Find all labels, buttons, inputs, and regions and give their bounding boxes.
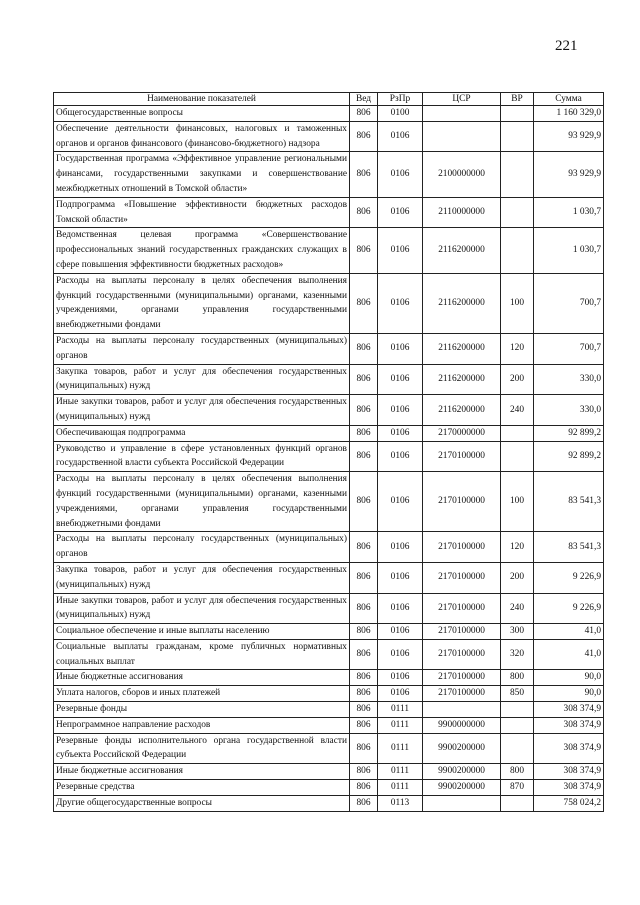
cell-ved: 806 [350, 364, 378, 395]
cell-rzpr: 0106 [378, 197, 423, 228]
table-row [54, 395, 604, 426]
cell-vr [501, 106, 534, 122]
cell-vr [501, 733, 534, 764]
table-row [54, 764, 604, 780]
cell-ved: 806 [350, 106, 378, 122]
cell-rzpr: 0106 [378, 364, 423, 395]
cell-rzpr: 0106 [378, 121, 423, 152]
cell-ved: 806 [350, 717, 378, 733]
cell-sum: 83 541,3 [534, 472, 604, 532]
cell-name: Закупка товаров, работ и услуг для обеспечения государственных (муниципальных) нужд [54, 562, 350, 593]
cell-name: Государственная программа «Эффективное управление региональными финансами, государственными закупками и совершенствование межбюджетных отношений в Томской области» [54, 152, 350, 197]
header-vr: ВР [501, 93, 534, 106]
cell-name: Иные закупки товаров, работ и услуг для обеспечения государственных (муниципальных) нужд [54, 593, 350, 624]
cell-sum: 41,0 [534, 639, 604, 670]
cell-name: Уплата налогов, сборов и иных платежей [54, 686, 350, 702]
cell-rzpr: 0106 [378, 472, 423, 532]
cell-name: Обеспечение деятельности финансовых, налоговых и таможенных органов и органов финансового (финансово-бюджетного) надзора [54, 121, 350, 152]
cell-csr: 2116200000 [423, 395, 501, 426]
cell-ved: 806 [350, 197, 378, 228]
cell-rzpr: 0106 [378, 333, 423, 364]
cell-vr: 320 [501, 639, 534, 670]
cell-sum: 90,0 [534, 670, 604, 686]
cell-ved: 806 [350, 472, 378, 532]
cell-rzpr: 0106 [378, 441, 423, 472]
cell-ved: 806 [350, 780, 378, 796]
table-row [54, 197, 604, 228]
table-row [54, 333, 604, 364]
cell-ved: 806 [350, 333, 378, 364]
cell-rzpr: 0106 [378, 532, 423, 563]
cell-vr: 200 [501, 364, 534, 395]
cell-name: Непрограммное направление расходов [54, 717, 350, 733]
cell-name: Социальное обеспечение и иные выплаты населению [54, 624, 350, 640]
cell-vr [501, 441, 534, 472]
table-row [54, 795, 604, 811]
table-row [54, 228, 604, 273]
cell-csr: 2116200000 [423, 364, 501, 395]
table-row [54, 670, 604, 686]
cell-sum: 700,7 [534, 333, 604, 364]
cell-csr [423, 795, 501, 811]
cell-csr: 2170100000 [423, 624, 501, 640]
cell-sum: 1 160 329,0 [534, 106, 604, 122]
cell-vr: 800 [501, 764, 534, 780]
header-rzpr: РзПр [378, 93, 423, 106]
cell-sum: 92 899,2 [534, 441, 604, 472]
cell-vr: 240 [501, 593, 534, 624]
header-sum: Сумма [534, 93, 604, 106]
cell-ved: 806 [350, 764, 378, 780]
table-row [54, 532, 604, 563]
cell-vr: 850 [501, 686, 534, 702]
cell-sum: 1 030,7 [534, 228, 604, 273]
cell-sum: 700,7 [534, 273, 604, 333]
cell-ved: 806 [350, 624, 378, 640]
cell-rzpr: 0106 [378, 670, 423, 686]
cell-vr [501, 197, 534, 228]
cell-csr [423, 106, 501, 122]
cell-csr: 2100000000 [423, 152, 501, 197]
cell-name: Расходы на выплаты персоналу в целях обеспечения выполнения функций государственными (муниципальными) органами, казенными учреждениями, органами управления государственными внебюджетными фондами [54, 273, 350, 333]
cell-name: Социальные выплаты гражданам, кроме публичных нормативных социальных выплат [54, 639, 350, 670]
cell-rzpr: 0111 [378, 717, 423, 733]
cell-csr: 2170100000 [423, 562, 501, 593]
cell-csr: 2116200000 [423, 333, 501, 364]
cell-sum: 330,0 [534, 364, 604, 395]
cell-sum: 41,0 [534, 624, 604, 640]
cell-csr: 2170100000 [423, 639, 501, 670]
table-row [54, 152, 604, 197]
cell-rzpr: 0106 [378, 624, 423, 640]
cell-rzpr: 0106 [378, 395, 423, 426]
cell-vr: 100 [501, 273, 534, 333]
cell-sum: 90,0 [534, 686, 604, 702]
cell-csr: 2170100000 [423, 593, 501, 624]
cell-sum: 330,0 [534, 395, 604, 426]
cell-ved: 806 [350, 395, 378, 426]
table-body [54, 106, 604, 812]
table-row [54, 733, 604, 764]
table-row [54, 593, 604, 624]
cell-sum: 1 030,7 [534, 197, 604, 228]
cell-csr: 2170100000 [423, 670, 501, 686]
cell-sum: 93 929,9 [534, 121, 604, 152]
table-row [54, 717, 604, 733]
header-csr: ЦСР [423, 93, 501, 106]
cell-rzpr: 0106 [378, 273, 423, 333]
cell-ved: 806 [350, 152, 378, 197]
cell-csr: 2170100000 [423, 532, 501, 563]
cell-rzpr: 0111 [378, 764, 423, 780]
cell-csr: 9900200000 [423, 780, 501, 796]
table-row [54, 425, 604, 441]
cell-rzpr: 0113 [378, 795, 423, 811]
cell-vr: 120 [501, 532, 534, 563]
cell-name: Иные бюджетные ассигнования [54, 764, 350, 780]
cell-name: Другие общегосударственные вопросы [54, 795, 350, 811]
table-row [54, 121, 604, 152]
cell-vr [501, 152, 534, 197]
cell-sum: 83 541,3 [534, 532, 604, 563]
cell-name: Обеспечивающая подпрограмма [54, 425, 350, 441]
cell-name: Иные закупки товаров, работ и услуг для обеспечения государственных (муниципальных) нужд [54, 395, 350, 426]
table-row [54, 639, 604, 670]
cell-sum: 308 374,9 [534, 717, 604, 733]
cell-name: Общегосударственные вопросы [54, 106, 350, 122]
cell-csr [423, 121, 501, 152]
table-row [54, 364, 604, 395]
cell-name: Расходы на выплаты персоналу в целях обеспечения выполнения функций государственными (муниципальными) органами, казенными учреждениями, органами управления государственными внебюджетными фондами [54, 472, 350, 532]
cell-vr: 300 [501, 624, 534, 640]
cell-rzpr: 0106 [378, 686, 423, 702]
cell-ved: 806 [350, 228, 378, 273]
cell-vr: 120 [501, 333, 534, 364]
cell-sum: 9 226,9 [534, 562, 604, 593]
cell-name: Иные бюджетные ассигнования [54, 670, 350, 686]
cell-vr [501, 717, 534, 733]
table-row [54, 686, 604, 702]
cell-sum: 308 374,9 [534, 780, 604, 796]
budget-table [53, 92, 604, 812]
cell-name: Подпрограмма «Повышение эффективности бюджетных расходов Томской области» [54, 197, 350, 228]
table-row [54, 472, 604, 532]
cell-csr: 9900000000 [423, 717, 501, 733]
cell-ved: 806 [350, 562, 378, 593]
table-row [54, 441, 604, 472]
cell-csr: 9900200000 [423, 764, 501, 780]
cell-sum: 308 374,9 [534, 702, 604, 718]
cell-vr [501, 425, 534, 441]
cell-rzpr: 0106 [378, 562, 423, 593]
cell-name: Руководство и управление в сфере установленных функций органов государственной власти субъекта Российской Федерации [54, 441, 350, 472]
cell-sum: 308 374,9 [534, 733, 604, 764]
cell-ved: 806 [350, 425, 378, 441]
cell-ved: 806 [350, 441, 378, 472]
cell-ved: 806 [350, 121, 378, 152]
cell-rzpr: 0106 [378, 639, 423, 670]
cell-name: Резервные фонды [54, 702, 350, 718]
cell-vr [501, 795, 534, 811]
header-name: Наименование показателей [54, 93, 350, 106]
cell-ved: 806 [350, 670, 378, 686]
table-row [54, 624, 604, 640]
cell-csr: 2116200000 [423, 273, 501, 333]
cell-csr: 2170100000 [423, 686, 501, 702]
cell-name: Резервные средства [54, 780, 350, 796]
cell-name: Расходы на выплаты персоналу государственных (муниципальных) органов [54, 532, 350, 563]
cell-vr [501, 228, 534, 273]
cell-ved: 806 [350, 273, 378, 333]
cell-name: Закупка товаров, работ и услуг для обеспечения государственных (муниципальных) нужд [54, 364, 350, 395]
cell-name: Ведомственная целевая программа «Совершенствование профессиональных знаний государственных гражданских служащих в сфере повышения эффективности бюджетных расходов» [54, 228, 350, 273]
cell-csr [423, 702, 501, 718]
cell-vr: 100 [501, 472, 534, 532]
table-row [54, 702, 604, 718]
cell-rzpr: 0111 [378, 733, 423, 764]
header-ved: Вед [350, 93, 378, 106]
cell-ved: 806 [350, 686, 378, 702]
cell-ved: 806 [350, 639, 378, 670]
cell-vr: 800 [501, 670, 534, 686]
cell-rzpr: 0111 [378, 702, 423, 718]
cell-ved: 806 [350, 532, 378, 563]
cell-vr: 870 [501, 780, 534, 796]
cell-csr: 2170100000 [423, 472, 501, 532]
table-row [54, 106, 604, 122]
table-header-row [54, 93, 604, 106]
cell-ved: 806 [350, 702, 378, 718]
cell-vr: 240 [501, 395, 534, 426]
cell-rzpr: 0106 [378, 425, 423, 441]
cell-rzpr: 0106 [378, 228, 423, 273]
cell-sum: 758 024,2 [534, 795, 604, 811]
cell-name: Расходы на выплаты персоналу государственных (муниципальных) органов [54, 333, 350, 364]
cell-sum: 308 374,9 [534, 764, 604, 780]
cell-ved: 806 [350, 733, 378, 764]
cell-vr [501, 702, 534, 718]
page-number: 221 [555, 38, 578, 54]
cell-rzpr: 0106 [378, 152, 423, 197]
cell-sum: 93 929,9 [534, 152, 604, 197]
cell-ved: 806 [350, 593, 378, 624]
cell-csr: 9900200000 [423, 733, 501, 764]
cell-csr: 2170000000 [423, 425, 501, 441]
cell-vr: 200 [501, 562, 534, 593]
cell-csr: 2170100000 [423, 441, 501, 472]
cell-name: Резервные фонды исполнительного органа государственной власти субъекта Российской Федерации [54, 733, 350, 764]
cell-rzpr: 0100 [378, 106, 423, 122]
cell-csr: 2110000000 [423, 197, 501, 228]
cell-sum: 92 899,2 [534, 425, 604, 441]
cell-vr [501, 121, 534, 152]
table-row [54, 562, 604, 593]
cell-rzpr: 0111 [378, 780, 423, 796]
cell-rzpr: 0106 [378, 593, 423, 624]
cell-sum: 9 226,9 [534, 593, 604, 624]
table-row [54, 780, 604, 796]
table-row [54, 273, 604, 333]
cell-csr: 2116200000 [423, 228, 501, 273]
cell-ved: 806 [350, 795, 378, 811]
